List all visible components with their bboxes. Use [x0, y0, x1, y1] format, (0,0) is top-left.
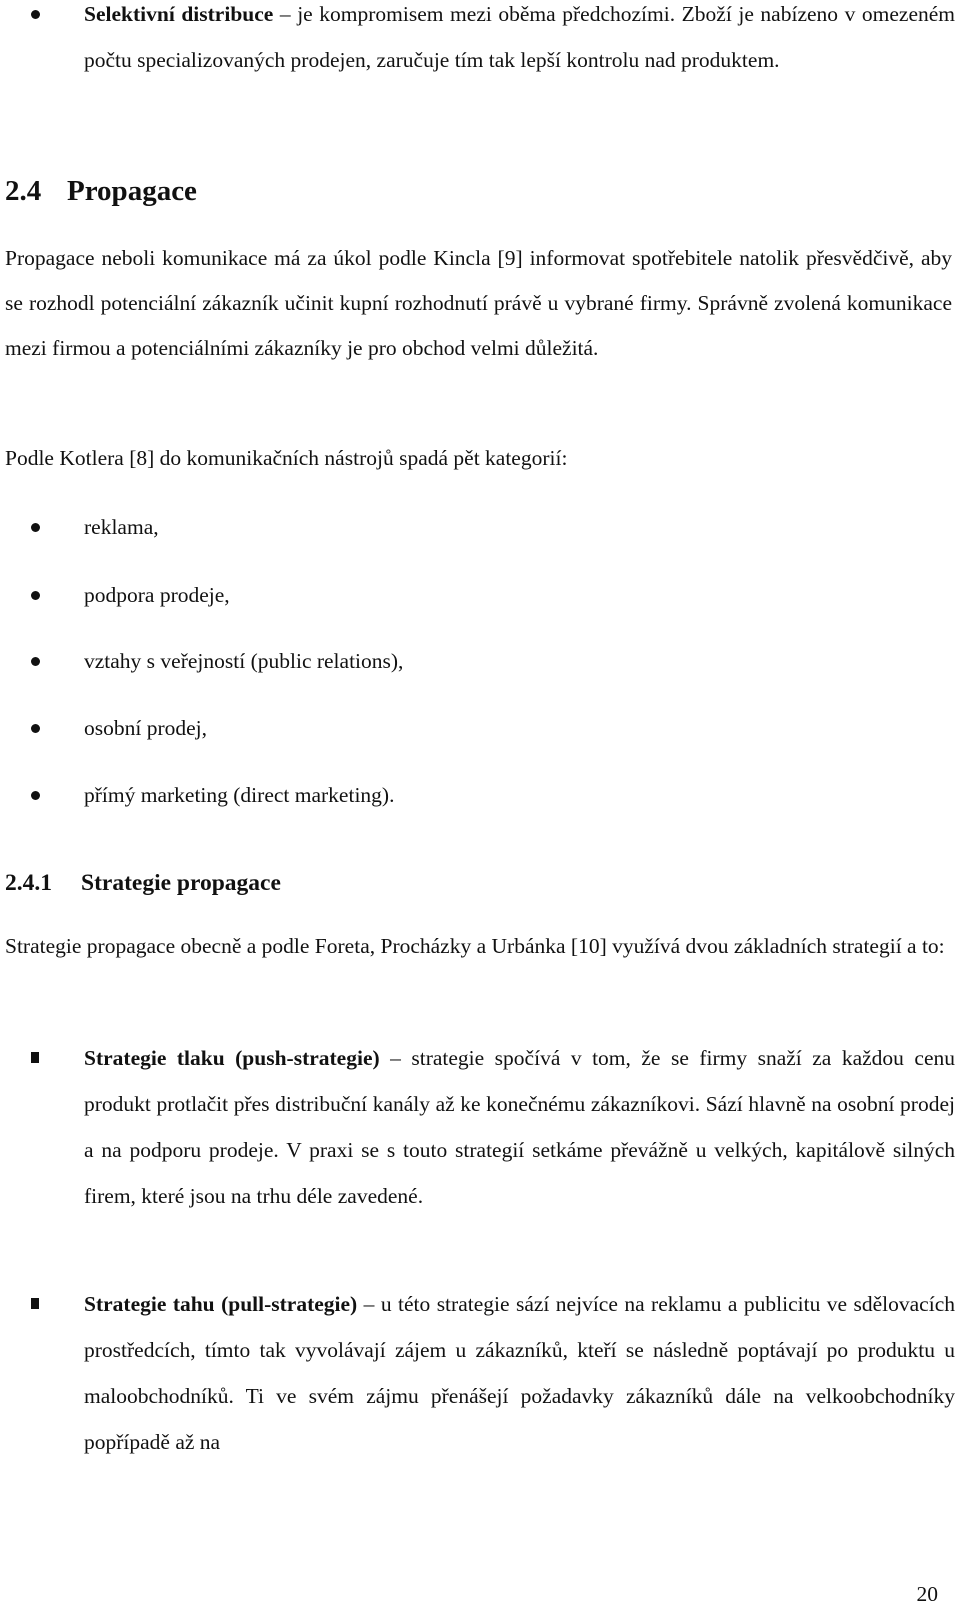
paragraph-strategie-intro: Strategie propagace obecně a podle Foreta, Procházky a Urbánka [10] využívá dvou základních strategií a to: [5, 934, 945, 958]
section-title: Strategie propagace [81, 870, 281, 896]
square-bullet-icon [31, 1052, 39, 1063]
strategy-title: Strategie tahu (pull-strategie) [84, 1292, 358, 1316]
strategy-title: Strategie tlaku (push-strategie) [84, 1046, 380, 1070]
section-title: Propagace [67, 175, 197, 207]
em-dash: – [390, 1046, 401, 1070]
section-heading-2-4-1 [5, 865, 281, 901]
paragraph-propagace: Propagace neboli komunikace má za úkol podle Kincla [9] informovat spotřebitele natolik přesvědčivě, aby se rozhodl potenciální zákazník učinit kupní rozhodnutí právě u vybrané firmy. Správně zvolená komunikace mezi firmou a potenciálními zákazníky je pro obchod velmi důležitá. [5, 246, 952, 360]
list-item-title: Selektivní distribuce [84, 2, 274, 26]
round-bullet-icon [31, 724, 40, 733]
section-number: 2.4 [5, 175, 42, 207]
em-dash: – [363, 1292, 375, 1316]
round-bullet-icon [31, 791, 40, 800]
round-bullet-icon [31, 10, 40, 19]
paragraph-kotler: Podle Kotlera [8] do komunikačních nástrojů spadá pět kategorií: [5, 446, 568, 470]
em-dash: – [279, 2, 291, 26]
round-bullet-icon [31, 591, 40, 600]
square-bullet-icon [31, 1298, 39, 1309]
document-page: Selektivní distribuce – je kompromisem mezi oběma předchozími. Zboží je nabízeno v omezeném počtu specializovaných prodejen, zaručuje tím tak lepší kontrolu nad produktem. 2.4 Propagace Propagace neboli komunikace má za úkol podle Kincla [9] informovat spotřebitele natolik přesvědčivě, aby se rozhodl potenciální zákazník učinit kupní rozhodnutí právě u vybrané firmy. Správně zvolená komunikace mezi firmou a potenciálními zákazníky je pro obchod velmi důležitá. Podle Kotlera [8] do komunikačních nástrojů spadá pět kategorií: reklama, podpora prodeje, vztahy s veřejností (public relations), osobní prodej, přímý marketing (direct marketing). 2.4.1 Strategie propagace Strategie propagace obecně a podle Foreta, Procházky a Urbánka [10] využívá dvou základních strategií a to: Strategie tlaku (push-strategie) – strategie spočívá v tom, že se firmy snaží za každou cenu produkt protlačit přes distribuční kanály až ke konečnému zákazníkovi. Sází hlavně na osobní prodej a na podporu prodeje. V praxi se s touto strategií setkáme převážně u velkých, kapitálově silných firem, které jsou na trhu déle zavedené. Strategie tahu (pull-strategie) – u této strategie sází nejvíce na reklamu a publicitu ve sdělovacích prostředcích, tímto tak vyvolávají zájem u zákazníků, kteří se následně poptávají po produktu u maloobchodníků. Ti ve svém zájmu přenášejí požadavky zákazníků dále na velkoobchodníky popřípadě až na 20 [5, 2, 956, 1606]
round-bullet-icon [31, 657, 40, 666]
list-item-text: je kompromisem mezi oběma předchozími. Zboží je nabízeno v omezeném počtu specializovaných prodejen, zaručuje tím tak lepší kontrolu nad produktem. [84, 2, 956, 72]
section-heading-2-4 [5, 171, 197, 211]
strategy-text: strategie spočívá v tom, že se firmy snaží za každou cenu produkt protlačit přes distribuční kanály až ke konečnému zákazníkovi. Sází hlavně na osobní prodej a na podporu prodeje. V praxi se s touto strategií setkáme převážně u velkých, kapitálově silných firem, které jsou na trhu déle zavedené. [84, 1046, 955, 1208]
strategy-text: u této strategie sází nejvíce na reklamu a publicitu ve sdělovacích prostředcích, tímto tak vyvolávají zájem u zákazníků, kteří se následně poptávají po produktu u maloobchodníků. Ti ve svém zájmu přenášejí požadavky zákazníků dále na velkoobchodníky popřípadě až na [84, 1292, 955, 1454]
round-bullet-icon [31, 523, 40, 532]
page-number: 20 [916, 1582, 938, 1606]
section-number: 2.4.1 [5, 870, 52, 896]
